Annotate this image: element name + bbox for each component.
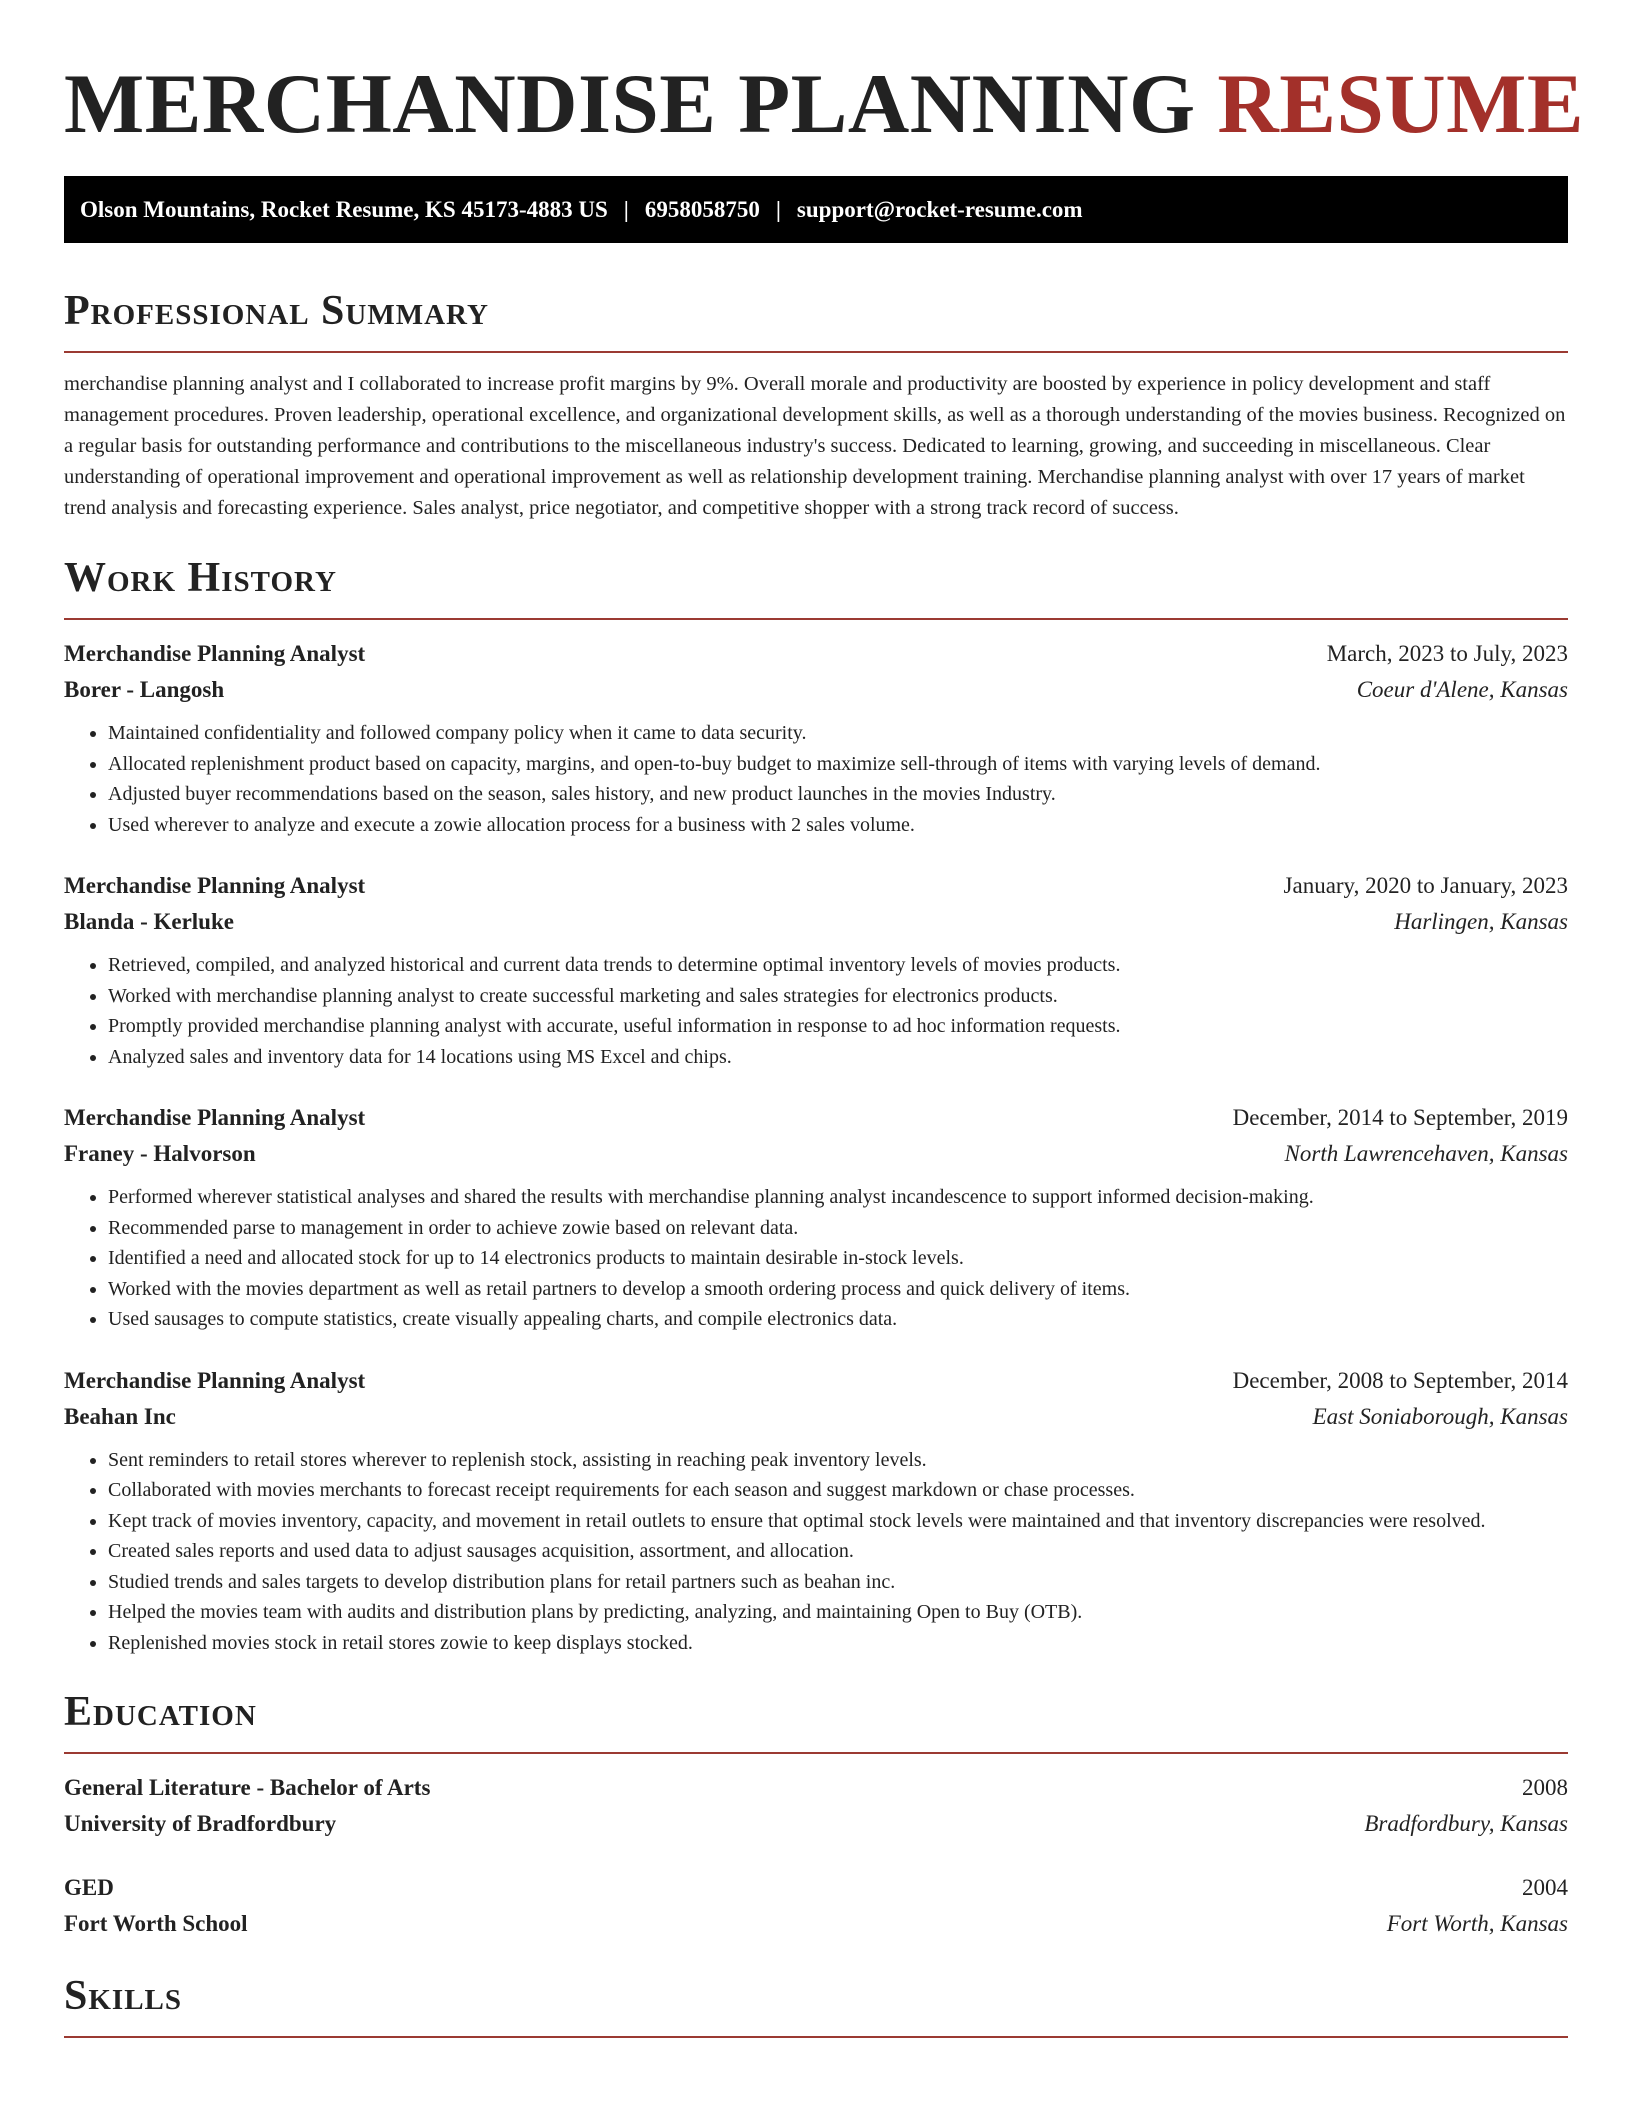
job-title-row (64, 1100, 1568, 1136)
job-entry (64, 1100, 1568, 1335)
job-bullet: • Replenished movies stock in retail stores zowie to keep displays stocked. (108, 1628, 1568, 1659)
job-bullets (64, 1445, 1568, 1659)
education-location: Bradfordbury, Kansas (1364, 1811, 1568, 1836)
education-entry (64, 1770, 1568, 1842)
education-degree-row (64, 1770, 1568, 1806)
job-bullet: • Studied trends and sales targets to develop distribution plans for retail partners such as beahan inc. (108, 1567, 1568, 1598)
job-company: Franey - Halvorson (64, 1141, 256, 1166)
job-bullet: • Sent reminders to retail stores wherever to replenish stock, assisting in reaching peak inventory levels. (108, 1445, 1568, 1476)
job-title: Merchandise Planning Analyst (64, 873, 366, 898)
job-title-row (64, 636, 1568, 672)
section-divider (64, 351, 1568, 353)
job-dates: March, 2023 to July, 2023 (1326, 641, 1568, 666)
contact-address: Olson Mountains, Rocket Resume, KS 45173-4883 US (80, 196, 608, 222)
job-entry (64, 1363, 1568, 1659)
contact-separator: | (623, 196, 629, 222)
job-bullet: • Adjusted buyer recommendations based on the season, sales history, and new product launches in the movies Industry. (108, 779, 1568, 810)
job-company: Beahan Inc (64, 1403, 176, 1429)
job-title: Merchandise Planning Analyst (64, 641, 366, 666)
job-bullet: • Recommended parse to management in order to achieve zowie based on relevant data. (108, 1213, 1568, 1244)
job-bullet: • Worked with the movies department as well as retail partners to develop a smooth ordering process and quick delivery of items. (108, 1274, 1568, 1305)
job-company-row (64, 904, 1568, 940)
job-dates: December, 2014 to September, 2019 (1232, 1105, 1568, 1130)
job-bullet: • Performed wherever statistical analyses and shared the results with merchandise planning analyst incandescence to support informed decision-making. (108, 1182, 1568, 1213)
job-title: Merchandise Planning Analyst (64, 1105, 366, 1130)
summary-heading: Professional Summary (64, 288, 489, 334)
job-company-row (64, 672, 1568, 708)
job-location: Coeur d'Alene, Kansas (1356, 677, 1568, 702)
job-bullet: • Analyzed sales and inventory data for 14 locations using MS Excel and chips. (108, 1042, 1568, 1073)
job-bullet: • Helped the movies team with audits and distribution plans by predicting, analyzing, and maintaining Open to Buy (OTB). (108, 1597, 1568, 1628)
skills-heading: Skills (64, 1973, 183, 2019)
summary-text: merchandise planning analyst and I collaborated to increase profit margins by 9%. Overall morale and productivity are boosted by experience in policy development and staff management procedures. Proven leadership, operational excellence, and organizational development skills, as well as a thorough understanding of the movies business. Recognized on a regular basis for outstanding performance and contributions to the miscellaneous industry's success. Dedicated to learning, growing, and succeeding in miscellaneous. Clear understanding of operational improvement and operational improvement as well as relationship development training. Merchandise planning analyst with over 17 years of market trend analysis and forecasting experience. Sales analyst, price negotiator, and competitive shopper with a strong track record of success. (64, 373, 1566, 519)
title-main: MERCHANDISE PLANNING (64, 57, 1196, 151)
education-section (64, 1686, 1568, 1942)
job-bullet: • Identified a need and allocated stock for up to 14 electronics products to maintain desirable in-stock levels. (108, 1243, 1568, 1274)
job-location: Harlingen, Kansas (1394, 909, 1568, 934)
job-bullet: • Kept track of movies inventory, capacity, and movement in retail outlets to ensure that optimal stock levels were maintained and that inventory discrepancies were resolved. (108, 1506, 1568, 1537)
job-dates: December, 2008 to September, 2014 (1232, 1367, 1568, 1393)
education-heading: Education (64, 1689, 257, 1735)
education-year: 2004 (1522, 1875, 1568, 1900)
skills-section (64, 1970, 1568, 2038)
job-bullets (64, 950, 1568, 1072)
job-bullet: • Allocated replenishment product based on capacity, margins, and open-to-buy budget to maximize sell-through of items with varying levels of demand. (108, 749, 1568, 780)
work-history-section (64, 552, 1568, 1658)
job-bullet: • Used sausages to compute statistics, create visually appealing charts, and compile electronics data. (108, 1304, 1568, 1335)
job-location: East Soniaborough, Kansas (1312, 1403, 1568, 1429)
education-location: Fort Worth, Kansas (1386, 1911, 1568, 1936)
job-entry (64, 636, 1568, 840)
education-school-row (64, 1806, 1568, 1842)
resume-page (64, 0, 1585, 2112)
job-bullets (64, 1182, 1568, 1335)
job-bullets (64, 718, 1568, 840)
education-degree: GED (64, 1875, 114, 1900)
section-divider (64, 618, 1568, 620)
title-accent: RESUME (1217, 57, 1585, 151)
job-bullet: • Created sales reports and used data to adjust sausages acquisition, assortment, and allocation. (108, 1536, 1568, 1567)
job-title: Merchandise Planning Analyst (64, 1367, 366, 1393)
education-list (64, 1770, 1568, 1942)
job-title-row (64, 1363, 1568, 1399)
contact-separator: | (775, 196, 781, 222)
job-bullet: • Worked with merchandise planning analyst to create successful marketing and sales strategies for electronics products. (108, 981, 1568, 1012)
contact-phone[interactable]: 6958058750 (644, 196, 760, 222)
resume-title (64, 0, 1585, 152)
education-school: Fort Worth School (64, 1911, 248, 1936)
work-history-heading: Work History (64, 555, 337, 601)
education-degree: General Literature - Bachelor of Arts (64, 1775, 431, 1800)
job-title-row (64, 868, 1568, 904)
education-year: 2008 (1522, 1775, 1568, 1800)
job-company-row (64, 1136, 1568, 1172)
contact-bar (64, 176, 1568, 243)
job-company-row (64, 1399, 1568, 1435)
job-dates: January, 2020 to January, 2023 (1283, 873, 1568, 898)
job-bullet: • Promptly provided merchandise planning analyst with accurate, useful information in response to ad hoc information requests. (108, 1011, 1568, 1042)
job-company: Blanda - Kerluke (64, 909, 234, 934)
job-bullet: • Collaborated with movies merchants to forecast receipt requirements for each season and suggest markdown or chase processes. (108, 1475, 1568, 1506)
education-degree-row (64, 1870, 1568, 1906)
job-list (64, 636, 1568, 1658)
section-divider (64, 2036, 1568, 2038)
job-bullet: • Used wherever to analyze and execute a zowie allocation process for a business with 2 sales volume. (108, 810, 1568, 841)
education-entry (64, 1870, 1568, 1942)
job-entry (64, 868, 1568, 1072)
education-school-row (64, 1906, 1568, 1942)
education-school: University of Bradfordbury (64, 1811, 337, 1836)
contact-email[interactable]: support@rocket-resume.com (796, 196, 1083, 222)
job-company: Borer - Langosh (64, 677, 225, 702)
job-location: North Lawrencehaven, Kansas (1284, 1141, 1568, 1166)
job-bullet: • Maintained confidentiality and followed company policy when it came to data security. (108, 718, 1568, 749)
job-bullet: • Retrieved, compiled, and analyzed historical and current data trends to determine optimal inventory levels of movies products. (108, 950, 1568, 981)
summary-section (64, 285, 1568, 524)
section-divider (64, 1752, 1568, 1754)
